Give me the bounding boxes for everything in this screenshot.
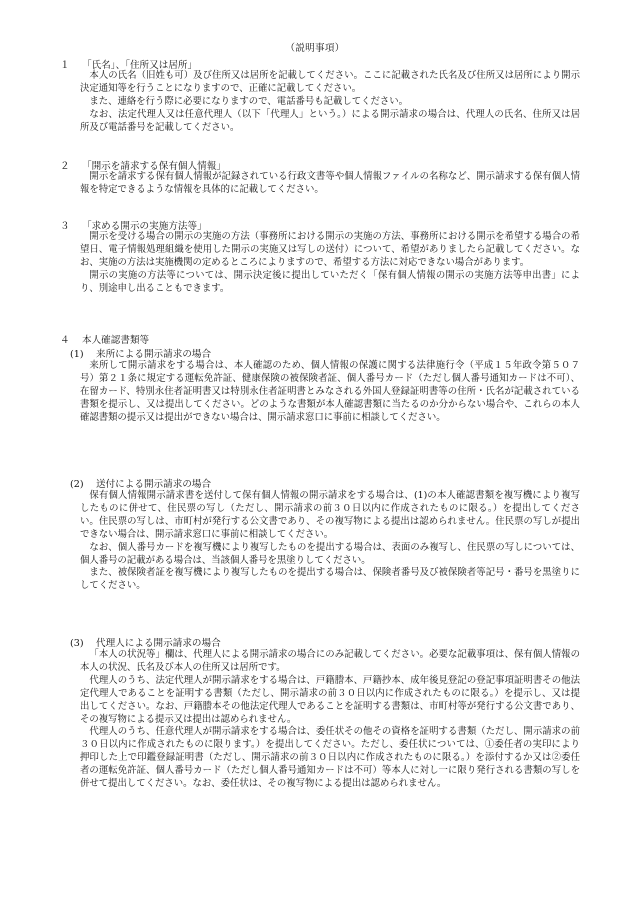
section-1-para-2: また、連絡を行う際に必要になりますので、電話番号も記載してください。 [89,95,408,107]
subsection-2-body [80,490,580,593]
section-3-para-1: 開示を受ける場合の開示の実施の方法（事務所における開示の実施の方法、事務所における開示を希望する場合の希望日、電子情報処理組織を使用した開示の実施又は写しの送付）について、希望がありましたら記載してください。なお、実施の方法は実施機関の定めるところによりますので、希望する方法に対応できない場合があります。 [80,231,580,268]
subsection-3-body [80,649,580,791]
section-1-para-3: なお、法定代理人又は任意代理人（以下「代理人」という。）による開示請求の場合は、代理人の氏名、住所又は居所及び電話番号を記載してください。 [80,108,580,133]
subsection-3-para-3: 代理人のうち、任意代理人が開示請求をする場合は、委任状その他その資格を証明する書類（ただし、開示請求の前３０日以内に作成されたものに限ります。）を提出してください。ただし、委任状については、①委任者の実印により押印した上で印鑑登録証明書（ただし、開示請求の前３０日以内に作成されたものに限る。）を添付するか又は②委任者の運転免許証、個人番号カード（ただし個人番号通知カードは不可）等本人に対し一に限り発行される書類の写しを併せて提出してください。なお、委任状は、その複写物による提出は認められません。 [80,726,580,790]
subsection-3-title: 代理人による開示請求の場合 [96,638,221,649]
subsection-1-body [80,360,580,425]
subsection-1-title: 来所による開示請求の場合 [96,349,212,360]
subsection-1-para-1: 来所して開示請求をする場合は、本人確認のため、個人情報の保護に関する法律施行令（平成１５年政令第５０７号）第２１条に規定する運転免許証、健康保険の被保険者証、個人番号カード（ただし個人番号通知カードは不可）、在留カード、特別永住者証明書又は特別永住者証明書とみなされる外国人登録証明書等の住所・氏名が記載されている書類を提示し、又は提出してください。どのような書類が本人確認書類に当たるのか分からない場合や、これらの本人確認書類の提示又は提出ができない場合は、開示請求窓口に事前に相談してください。 [80,360,580,423]
subsection-3-para-1: 「本人の状況等」欄は、代理人による開示請求の場合にのみ記載してください。必要な記載事項は、保有個人情報の本人の状況、氏名及び本人の住所又は居所です。 [80,649,580,673]
section-2-body [80,171,580,197]
subsection-2-para-2: なお、個人番号カードを複写機により複写したものを提出する場合は、表面のみ複写し、住民票の写しについては、個人番号の記載がある場合は、当該個人番号を黒塗りしてください。 [80,541,580,566]
subsection-2-number: (2) [70,479,84,490]
section-1-heading [60,57,197,71]
section-1-body [80,70,580,135]
section-2-heading [60,158,226,172]
subsection-3-para-2: 代理人のうち、法定代理人が開示請求をする場合は、戸籍謄本、戸籍抄本、成年後見登記の登記事項証明書その他法定代理人であることを証明する書類（ただし、開示請求の前３０日以内に作成されたものに限る。）を提示し、又は提出してください。なお、戸籍謄本その他法定代理人であることを証明する書類は、市町村等が発行する公文書であり、その複写物による提示又は提出は認められません。 [80,674,580,725]
subsection-2-para-1: 保有個人情報開示請求書を送付して保有個人情報の開示請求をする場合は、(1)の本人確認書類を複写機により複写したものに併せて、住民票の写し（ただし、開示請求の前３０日以内に作成されたものに限る。）を提出してください。住民票の写しは、市町村が発行する公文書であり、その複写物による提出は認められません。住民票の写しが提出できない場合は、開示請求窓口に事前に相談してください。 [80,490,580,540]
section-3-para-2: 開示の実施の方法等については、開示決定後に提出していただく「保有個人情報の開示の実施方法等申出書」により、別途申し出ることもできます。 [80,269,580,294]
subsection-3-number: (3) [70,638,84,649]
section-4-heading [60,332,149,346]
section-3-title: 「求める開示の実施方法等」 [82,221,207,232]
subsection-3-heading [70,635,221,649]
section-3-number: ３ [60,221,70,232]
section-1-title: 「氏名」、「住所又は居所」 [82,60,198,71]
subsection-1-number: (1) [70,349,84,360]
section-1-number: １ [60,60,70,71]
subsection-2-title: 送付による開示請求の場合 [96,479,212,490]
subsection-2-para-3: また、被保険者証を複写機により複写したものを提出する場合は、保険者番号及び被保険者等記号・番号を黒塗りにしてください。 [80,567,580,592]
section-3-body [80,231,580,296]
section-4-title: 本人確認書類等 [82,335,150,346]
document-title: （説明事項） [285,43,345,54]
section-4-number: ４ [60,335,70,346]
subsection-1-heading [70,346,211,360]
section-2-number: ２ [60,161,70,172]
section-2-para-1: 開示を請求する保有個人情報が記録されている行政文書等や個人情報ファイルの名称など、開示請求する保有個人情報を特定できるような情報を具体的に記載してください。 [80,171,580,195]
section-3-heading [60,218,207,232]
subsection-2-heading [70,476,211,490]
section-1-para-1: 本人の氏名（旧姓も可）及び住所又は居所を記載してください。ここに記載された氏名及び住所又は居所により開示決定通知等を行うことになりますので、正確に記載してください。 [80,70,580,94]
section-2-title: 「開示を請求する保有個人情報」 [82,161,226,172]
